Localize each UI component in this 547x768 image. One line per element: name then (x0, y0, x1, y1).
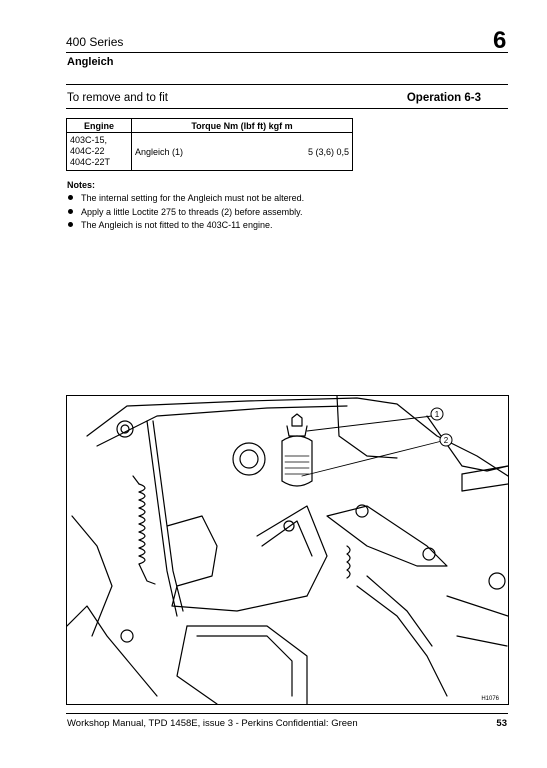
note-item (67, 220, 304, 234)
section-title: Angleich (67, 56, 114, 68)
engine-cell (67, 133, 132, 171)
page-number: 53 (496, 718, 507, 729)
torque-table (66, 118, 353, 171)
table-row (67, 133, 353, 171)
table-header-engine: Engine (67, 119, 132, 133)
engine-model: 403C-15, (70, 135, 108, 145)
torque-value-cell: 5 (3,6) 0,5 (250, 133, 353, 171)
section-rule (66, 84, 508, 85)
figure-code: H1076 (481, 696, 499, 702)
part-cell: Angleich (1) (132, 133, 250, 171)
note-text: The Angleich is not fitted to the 403C-11 engine. (81, 220, 273, 230)
table-header-torque: Torque Nm (lbf ft) kgf m (132, 119, 353, 133)
notes-list (67, 193, 304, 234)
operation-number: Operation 6-3 (406, 92, 481, 104)
note-text: Apply a little Loctite 275 to threads (2) before assembly. (81, 206, 303, 217)
angleich-illustration (66, 395, 509, 705)
table-header-row (67, 119, 353, 133)
engine-model: 404C-22T (70, 157, 111, 167)
subheader-rule (66, 108, 508, 109)
footer-text: Workshop Manual, TPD 1458E, issue 3 - Perkins Confidential: Green (67, 718, 358, 729)
notes-title: Notes: (67, 180, 96, 190)
bullet-icon (68, 195, 73, 200)
series-title: 400 Series (66, 35, 124, 49)
footer-rule (66, 713, 508, 714)
callout-1: 1 (434, 410, 440, 419)
note-item (67, 207, 304, 221)
note-item (67, 193, 304, 207)
procedure-title: To remove and to fit (67, 92, 168, 104)
bullet-icon (68, 209, 73, 214)
chapter-number: 6 (493, 27, 507, 54)
bullet-icon (68, 222, 73, 227)
callout-2: 2 (443, 436, 449, 445)
header-rule (66, 52, 508, 53)
engine-model: 404C-22 (70, 146, 105, 156)
engine-line-drawing (67, 396, 508, 704)
note-text: The internal setting for the Angleich must not be altered. (81, 193, 305, 203)
